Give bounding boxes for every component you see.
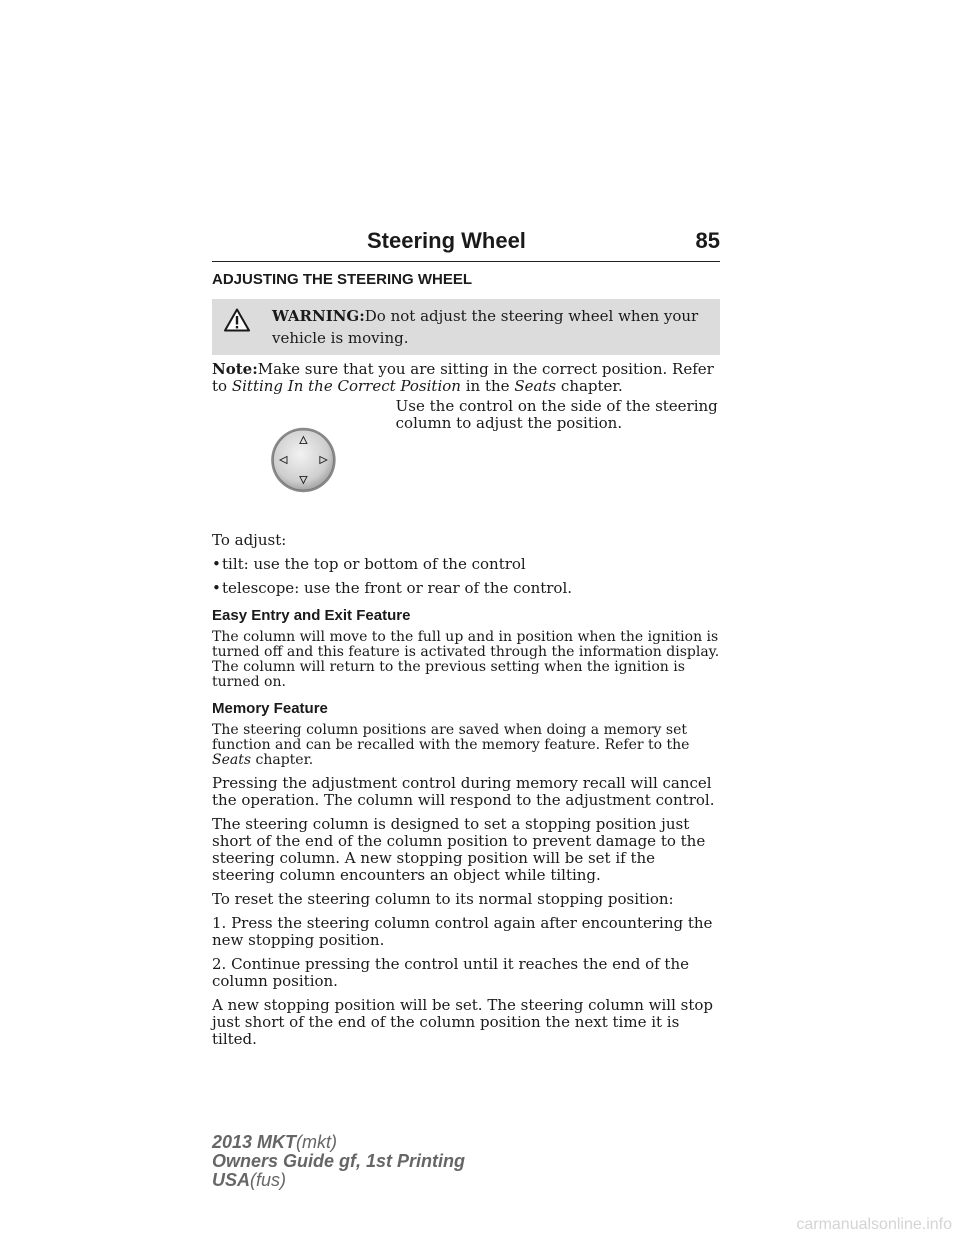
page-content	[212, 268, 720, 1055]
steering-column-control-icon	[270, 402, 370, 518]
warning-triangle-icon	[224, 308, 250, 332]
easy-entry-title: Easy Entry and Exit Feature	[212, 607, 411, 624]
note-text-2: in the	[465, 377, 510, 395]
section-title: ADJUSTING THE STEERING WHEEL	[212, 271, 473, 288]
page-number: 85	[695, 228, 720, 253]
body-paragraph: To reset the steering column to its normal stopping position:	[212, 890, 674, 908]
header-rule	[212, 261, 720, 262]
footer-line-1: 2013 MKT(mkt)	[212, 1132, 338, 1152]
bullet-text: telescope: use the front or rear of the control.	[222, 579, 573, 597]
bullet-item: • telescope: use the front or rear of the control.	[212, 579, 573, 597]
warning-box	[212, 299, 720, 355]
footer-line-2: Owners Guide gf, 1st Printing	[212, 1151, 466, 1171]
warning-body: Do not adjust the steering wheel when your vehicle is moving.	[272, 307, 699, 347]
watermark: carmanualsonline.info	[796, 1216, 952, 1233]
body-paragraph: The steering column is designed to set a stopping position just short of the end of the column position to prevent damage to the steering column. A new stopping position will be set if the steering column encounters an object while tilting.	[212, 815, 706, 884]
body-paragraph: Pressing the adjustment control during memory recall will cancel the operation. The column will respond to the adjustment control.	[212, 774, 715, 809]
to-adjust-label: To adjust:	[212, 531, 287, 549]
memory-chapter: Seats	[212, 752, 252, 768]
bullet-text: tilt: use the top or bottom of the control	[222, 555, 526, 573]
easy-entry-text: The column will move to the full up and in position when the ignition is turned off and this feature is activated through the information display. The column will return to the previous setting when the ignition is turned on.	[212, 629, 720, 690]
note-paragraph	[212, 361, 720, 395]
note-chapter: Seats	[514, 377, 557, 395]
body-paragraph: 2. Continue pressing the control until it reaches the end of the column position.	[212, 955, 689, 990]
page-footer	[212, 1133, 465, 1190]
page-header	[212, 228, 720, 262]
body-paragraph: 1. Press the steering column control again after encountering the new stopping position.	[212, 914, 713, 949]
note-label: Note:	[212, 360, 258, 378]
footer-line-3: USA(fus)	[212, 1170, 287, 1190]
figure-row	[212, 397, 720, 518]
warning-text	[272, 305, 710, 349]
memory-feature-text: The steering column positions are saved when doing a memory set function and can be recalled with the memory feature. Refer to the Seats chapter.	[212, 722, 690, 768]
memory-feature-title: Memory Feature	[212, 700, 328, 717]
body-paragraph: A new stopping position will be set. The steering column will stop just short of the end of the column position the next time it is tilted.	[212, 996, 714, 1048]
note-text-3: chapter.	[560, 377, 623, 395]
note-text-1: Make sure that you are sitting in the correct position. Refer to	[212, 360, 714, 395]
warning-label: WARNING:	[272, 307, 365, 325]
header-title: Steering Wheel	[367, 228, 526, 253]
figure-caption: Use the control on the side of the steering column to adjust the position.	[395, 397, 718, 432]
note-link: Sitting In the Correct Position	[231, 377, 461, 395]
bullet-item: • tilt: use the top or bottom of the control	[212, 555, 526, 573]
